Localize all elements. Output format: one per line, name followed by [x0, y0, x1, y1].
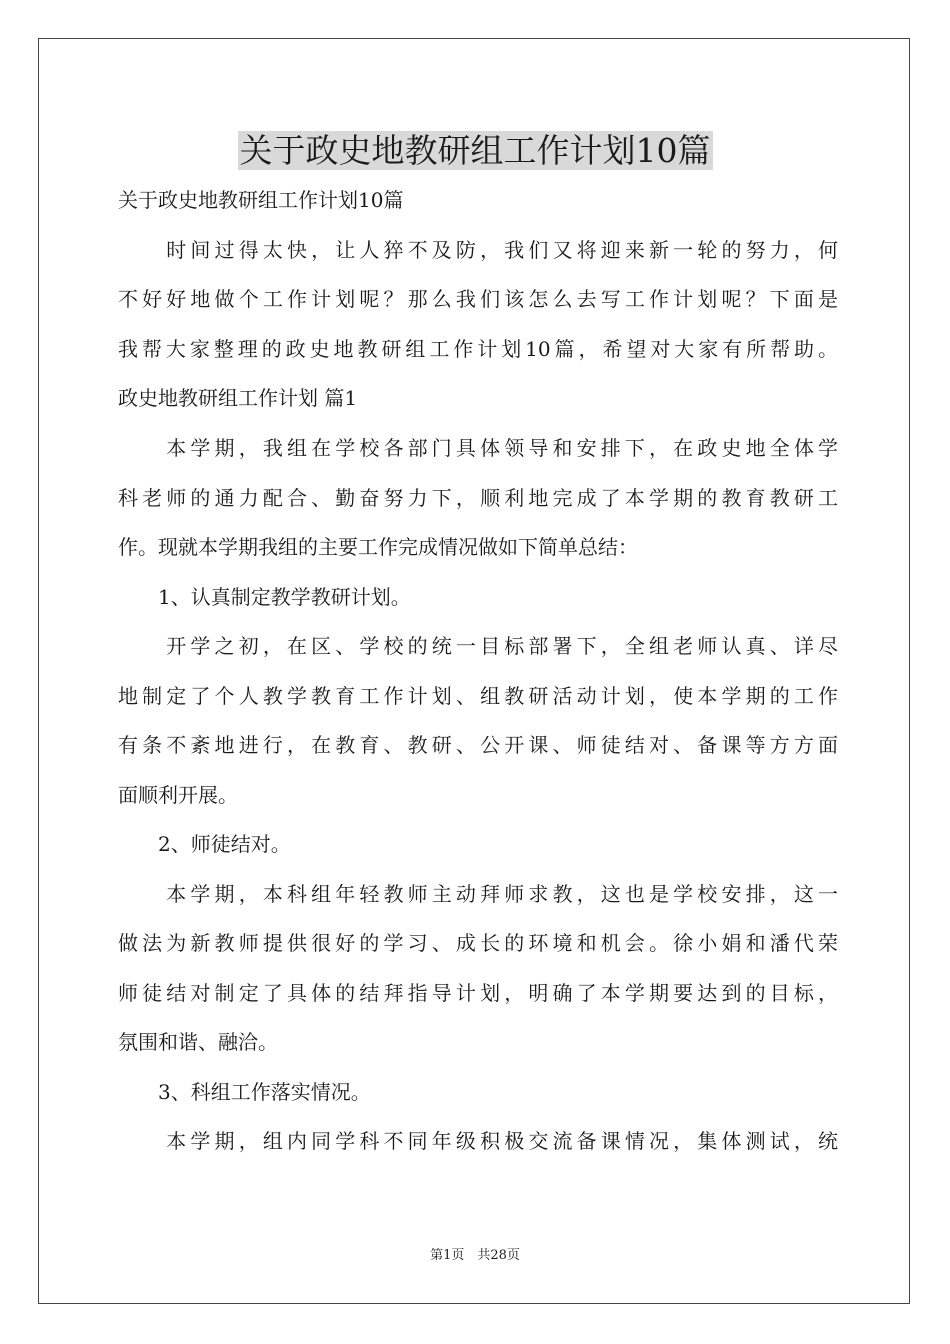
- paragraph-line: 氛围和谐、融洽。: [118, 1030, 278, 1054]
- title-text: 关于政史地教研组工作计划10篇: [239, 131, 711, 170]
- paragraph-line: 做法为新教师提供很好的学习、成长的环境和机会。徐小娟和潘代荣: [118, 931, 838, 955]
- paragraph-line: 不好好地做个工作计划呢？那么我们该怎么去写工作计划呢？下面是: [118, 287, 838, 311]
- paragraph-line: 面顺利开展。: [118, 783, 238, 807]
- numbered-heading: 2、师徒结对。: [118, 832, 291, 856]
- section-heading: 政史地教研组工作计划 篇1: [118, 386, 358, 410]
- page-number-footer: 第1页 共28页: [430, 1248, 520, 1263]
- paragraph-line: 有条不紊地进行，在教育、教研、公开课、师徒结对、备课等方方面: [118, 733, 838, 757]
- paragraph-line: 我帮大家整理的政史地教研组工作计划10篇，希望对大家有所帮助。: [118, 337, 838, 361]
- paragraph-line: 作。现就本学期我组的主要工作完成情况做如下简单总结：: [118, 535, 638, 559]
- paragraph-line: 地制定了个人教学教育工作计划、组教研活动计划，使本学期的工作: [118, 684, 838, 708]
- paragraph-line: 师徒结对制定了具体的结拜指导计划，明确了本学期要达到的目标，: [118, 981, 838, 1005]
- paragraph-line: 科老师的通力配合、勤奋努力下，顺利地完成了本学期的教育教研工: [118, 486, 838, 510]
- paragraph-line: 时间过得太快，让人猝不及防，我们又将迎来新一轮的努力，何: [118, 238, 838, 262]
- document-title: [0, 126, 950, 176]
- paragraph-line: 本学期，本科组年轻教师主动拜师求教，这也是学校安排，这一: [118, 882, 838, 906]
- page-border: [38, 38, 910, 1304]
- numbered-heading: 3、科组工作落实情况。: [118, 1080, 371, 1104]
- paragraph-line: 本学期，组内同学科不同年级积极交流备课情况，集体测试，统: [118, 1129, 838, 1153]
- paragraph-line: 本学期，我组在学校各部门具体领导和安排下，在政史地全体学: [118, 436, 838, 460]
- document-subtitle: 关于政史地教研组工作计划10篇: [118, 188, 404, 212]
- paragraph-line: 开学之初，在区、学校的统一目标部署下，全组老师认真、详尽: [118, 634, 838, 658]
- numbered-heading: 1、认真制定教学教研计划。: [118, 585, 411, 609]
